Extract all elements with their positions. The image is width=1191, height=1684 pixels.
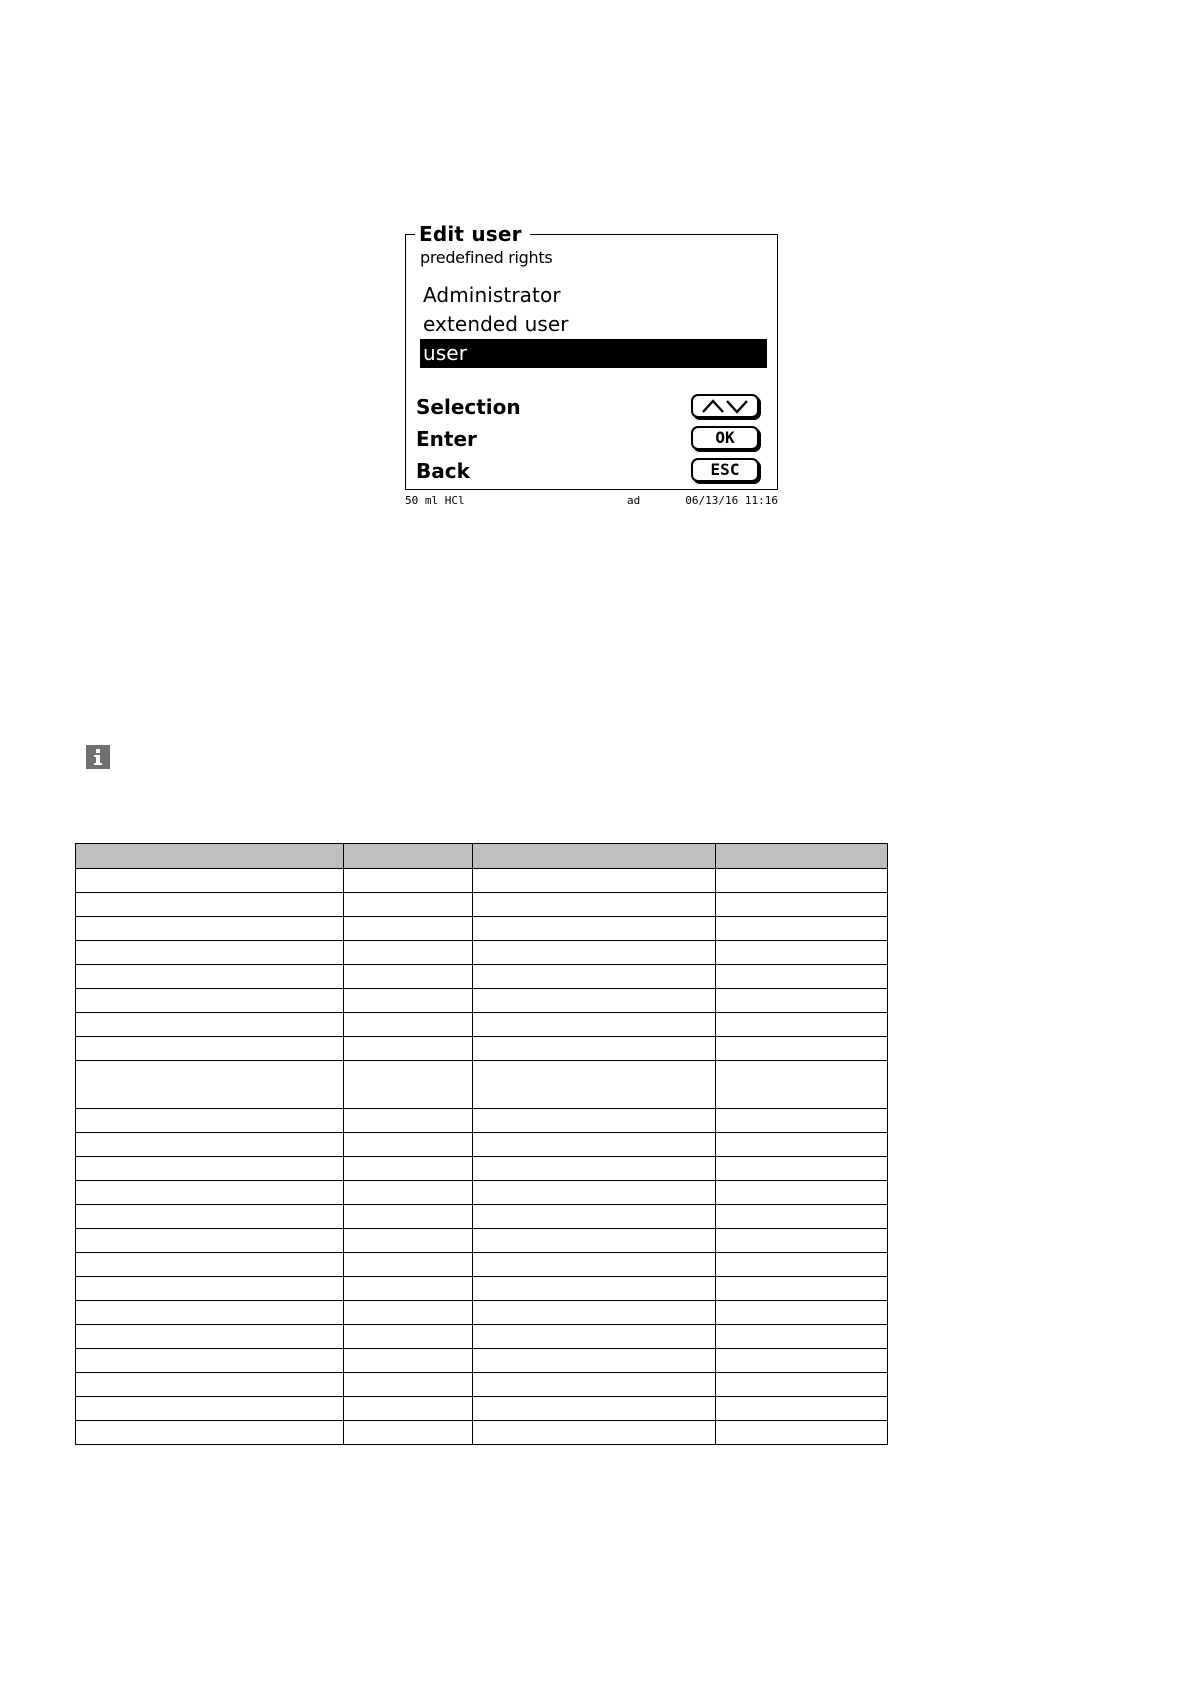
table-cell — [344, 1349, 473, 1373]
table-cell — [473, 1037, 716, 1061]
status-datetime: 06/13/16 11:16 — [685, 494, 778, 507]
table-cell — [473, 1349, 716, 1373]
table-cell — [344, 1157, 473, 1181]
table-cell — [76, 1253, 344, 1277]
table-cell — [716, 1277, 888, 1301]
table-cell — [344, 1325, 473, 1349]
table-cell — [473, 989, 716, 1013]
back-action-row — [416, 456, 771, 488]
table-cell — [716, 1133, 888, 1157]
table-row — [76, 989, 888, 1013]
table-row — [76, 893, 888, 917]
table-cell — [473, 1157, 716, 1181]
table-cell — [76, 1157, 344, 1181]
table-cell — [76, 1421, 344, 1445]
table-cell — [716, 1301, 888, 1325]
table-row — [76, 1325, 888, 1349]
table-cell — [76, 1013, 344, 1037]
table-cell — [473, 1133, 716, 1157]
table-cell — [716, 1157, 888, 1181]
table-row — [76, 1181, 888, 1205]
table-cell — [76, 893, 344, 917]
table-cell — [716, 1109, 888, 1133]
table-cell — [76, 989, 344, 1013]
table-cell — [716, 1253, 888, 1277]
table-cell — [716, 1397, 888, 1421]
table-body — [76, 869, 888, 1445]
table-cell — [473, 1229, 716, 1253]
table-cell — [473, 1013, 716, 1037]
table-row — [76, 1373, 888, 1397]
table-cell — [76, 1301, 344, 1325]
table-cell — [76, 1325, 344, 1349]
table-row — [76, 1229, 888, 1253]
selection-action-row — [416, 392, 771, 424]
table-cell — [76, 869, 344, 893]
table-cell — [473, 917, 716, 941]
esc-key-button[interactable]: ESC — [691, 458, 759, 482]
table-cell — [344, 1013, 473, 1037]
table-cell — [716, 1421, 888, 1445]
up-down-arrows-icon — [699, 398, 751, 414]
table-cell — [473, 1205, 716, 1229]
table-row — [76, 1205, 888, 1229]
table-cell — [344, 1037, 473, 1061]
table-row — [76, 941, 888, 965]
table-cell — [76, 1373, 344, 1397]
table-cell — [473, 1301, 716, 1325]
table-cell — [716, 941, 888, 965]
table-cell — [344, 1109, 473, 1133]
table-row — [76, 1013, 888, 1037]
table-header-cell — [76, 844, 344, 869]
table-cell — [344, 917, 473, 941]
table-cell — [473, 893, 716, 917]
table-cell — [76, 1349, 344, 1373]
table-cell — [473, 1421, 716, 1445]
table-cell — [473, 1181, 716, 1205]
table-cell — [76, 1133, 344, 1157]
enter-label: Enter — [416, 427, 477, 451]
table-cell — [473, 965, 716, 989]
table-cell — [716, 917, 888, 941]
table-cell — [76, 965, 344, 989]
table-cell — [716, 1181, 888, 1205]
table-row — [76, 965, 888, 989]
device-screen — [405, 222, 778, 490]
table-cell — [716, 1061, 888, 1109]
table-cell — [344, 1181, 473, 1205]
table-row — [76, 917, 888, 941]
table-cell — [716, 893, 888, 917]
status-user: ad — [627, 494, 641, 507]
table-cell — [76, 1229, 344, 1253]
table-header-row — [76, 844, 888, 869]
table-cell — [76, 1109, 344, 1133]
table-cell — [716, 1325, 888, 1349]
table-cell — [344, 941, 473, 965]
table-cell — [344, 1373, 473, 1397]
table-cell — [344, 1397, 473, 1421]
table-cell — [473, 869, 716, 893]
table-cell — [473, 1373, 716, 1397]
table-cell — [76, 1277, 344, 1301]
table-cell — [76, 1037, 344, 1061]
table-cell — [344, 1133, 473, 1157]
table-row — [76, 1157, 888, 1181]
table-row — [76, 869, 888, 893]
table-row — [76, 1061, 888, 1109]
table-cell — [76, 941, 344, 965]
table-cell — [473, 1109, 716, 1133]
ok-key-button[interactable]: OK — [691, 426, 759, 450]
table-cell — [716, 1037, 888, 1061]
table-cell — [344, 1253, 473, 1277]
table-cell — [76, 1397, 344, 1421]
table-row — [76, 1037, 888, 1061]
table-cell — [344, 869, 473, 893]
table-cell — [473, 941, 716, 965]
table-cell — [716, 989, 888, 1013]
back-label: Back — [416, 459, 470, 483]
table-cell — [76, 1061, 344, 1109]
up-down-key-button[interactable] — [691, 394, 759, 418]
table-row — [76, 1133, 888, 1157]
table-cell — [716, 869, 888, 893]
table-cell — [716, 1229, 888, 1253]
role-item-user[interactable]: user — [420, 339, 767, 368]
info-icon — [86, 745, 110, 769]
table-cell — [716, 1013, 888, 1037]
table-cell — [473, 1253, 716, 1277]
table-row — [76, 1349, 888, 1373]
enter-action-row — [416, 424, 771, 456]
table-cell — [344, 1229, 473, 1253]
table-header-cell — [473, 844, 716, 869]
table-cell — [344, 1277, 473, 1301]
status-bar — [405, 493, 778, 509]
table-cell — [344, 1061, 473, 1109]
table-header-cell — [344, 844, 473, 869]
table-header-cell — [716, 844, 888, 869]
table-cell — [716, 1349, 888, 1373]
screen-title: Edit user — [415, 222, 530, 246]
table-cell — [344, 989, 473, 1013]
table-cell — [716, 965, 888, 989]
table-cell — [473, 1325, 716, 1349]
table-cell — [76, 1181, 344, 1205]
table-cell — [716, 1373, 888, 1397]
role-list — [420, 281, 767, 368]
role-item-extended-user[interactable]: extended user — [423, 312, 569, 336]
table-cell — [344, 1421, 473, 1445]
selection-label: Selection — [416, 395, 521, 419]
table-row — [76, 1301, 888, 1325]
table-cell — [473, 1397, 716, 1421]
table-cell — [473, 1061, 716, 1109]
table-cell — [76, 917, 344, 941]
table-row — [76, 1421, 888, 1445]
table-cell — [344, 1205, 473, 1229]
table-row — [76, 1253, 888, 1277]
status-reagent: 50 ml HCl — [405, 494, 465, 507]
rights-table — [75, 843, 888, 1445]
role-item-administrator[interactable]: Administrator — [423, 283, 561, 307]
table-cell — [76, 1205, 344, 1229]
table-cell — [344, 1301, 473, 1325]
table-cell — [716, 1205, 888, 1229]
table-cell — [344, 893, 473, 917]
table-cell — [473, 1277, 716, 1301]
table-row — [76, 1397, 888, 1421]
table-row — [76, 1109, 888, 1133]
table-row — [76, 1277, 888, 1301]
screen-subtitle: predefined rights — [420, 248, 553, 267]
table-cell — [344, 965, 473, 989]
